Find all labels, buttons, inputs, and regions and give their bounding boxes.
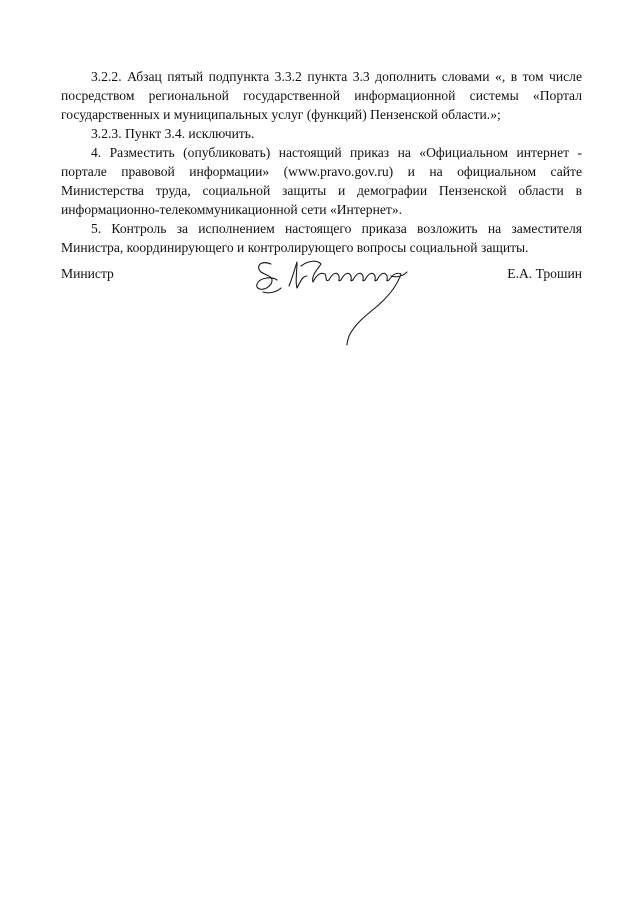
paragraph-3-2-2: 3.2.2. Абзац пятый подпункта 3.3.2 пункта 3.3 дополнить словами «, в том числе посредством региональной государственной информационной системы «Портал государственных и муниципальных услуг (функций) Пензенской области.»; (61, 69, 582, 122)
paragraph-4: 4. Разместить (опубликовать) настоящий приказ на «Официальном интернет - портале правовой информации» (www.pravo.gov.ru) и на официальном сайте Министерства труда, социальной защиты и демографии Пензенской области в информационно-телекоммуникационной сети «Интернет». (61, 145, 582, 217)
paragraph-3-2-3: 3.2.3. Пункт 3.4. исключить. (91, 126, 255, 141)
paragraph-5: 5. Контроль за исполнением настоящего приказа возложить на заместителя Министра, координирующего и контролирующего вопросы социальной защиты. (61, 221, 582, 255)
signatory-name: Е.А. Трошин (507, 266, 582, 281)
document-body (61, 67, 582, 257)
signature-block (61, 264, 582, 364)
handwritten-signature (251, 246, 421, 346)
signatory-title: Министр (61, 266, 114, 281)
